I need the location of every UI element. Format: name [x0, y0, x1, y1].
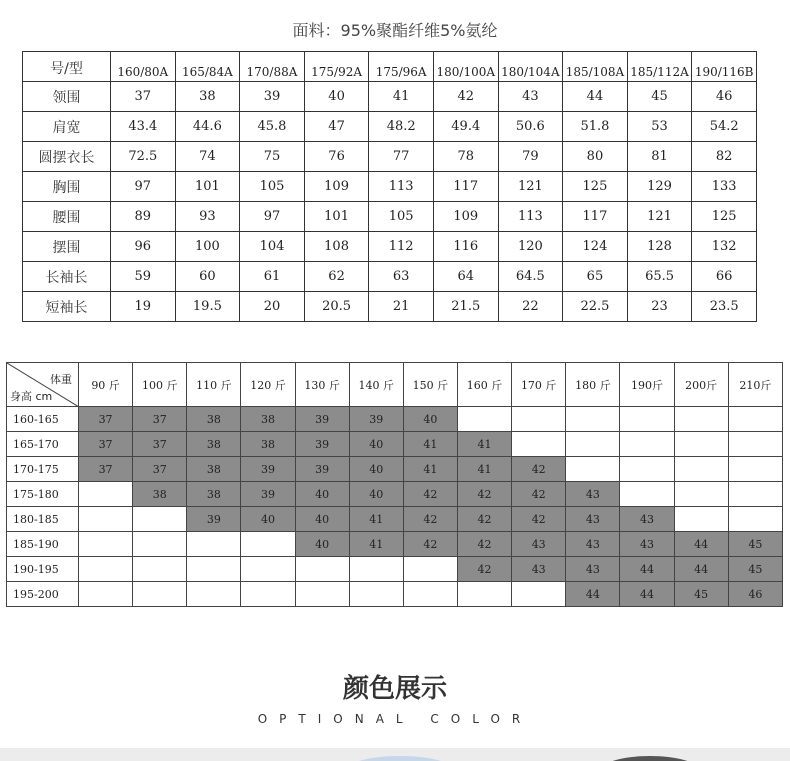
rec-empty-cell [674, 457, 728, 482]
rec-size-cell: 41 [457, 432, 511, 457]
size-value-cell: 47 [304, 112, 369, 142]
size-value-cell: 132 [692, 232, 757, 262]
rec-empty-cell [728, 407, 782, 432]
size-value-cell: 74 [175, 142, 240, 172]
size-value-cell: 93 [175, 202, 240, 232]
size-row [23, 232, 757, 262]
size-value-cell: 40 [304, 82, 369, 112]
rec-size-cell: 45 [728, 532, 782, 557]
rec-size-cell: 40 [349, 457, 403, 482]
rec-size-cell: 39 [241, 457, 295, 482]
rec-size-cell: 37 [79, 407, 133, 432]
rec-size-cell: 37 [79, 457, 133, 482]
rec-empty-cell [403, 557, 457, 582]
rec-empty-cell [349, 557, 403, 582]
rec-size-cell: 38 [187, 432, 241, 457]
size-value-cell: 64 [433, 262, 498, 292]
rec-size-cell: 44 [566, 582, 620, 607]
rec-size-cell: 42 [457, 532, 511, 557]
rec-size-cell: 43 [512, 557, 566, 582]
rec-empty-cell [187, 532, 241, 557]
size-row-label: 腰围 [23, 202, 111, 232]
weight-header-cell: 160 斤 [457, 363, 511, 407]
size-header-cell: 170/88A [240, 52, 305, 82]
rec-header-row [7, 363, 783, 407]
rec-row [7, 407, 783, 432]
weight-header-cell: 90 斤 [79, 363, 133, 407]
size-value-cell: 105 [369, 202, 434, 232]
size-value-cell: 21.5 [433, 292, 498, 322]
rec-empty-cell [241, 582, 295, 607]
size-value-cell: 51.8 [563, 112, 628, 142]
size-row [23, 112, 757, 142]
size-value-cell: 50.6 [498, 112, 563, 142]
rec-size-cell: 41 [403, 457, 457, 482]
size-value-cell: 82 [692, 142, 757, 172]
size-row [23, 172, 757, 202]
rec-row [7, 582, 783, 607]
size-row [23, 202, 757, 232]
weight-header-cell: 170 斤 [512, 363, 566, 407]
rec-empty-cell [79, 582, 133, 607]
rec-size-cell: 44 [620, 557, 674, 582]
size-value-cell: 45.8 [240, 112, 305, 142]
rec-empty-cell [79, 482, 133, 507]
rec-row [7, 457, 783, 482]
rec-size-cell: 41 [349, 532, 403, 557]
rec-empty-cell [620, 482, 674, 507]
rec-empty-cell [674, 407, 728, 432]
size-value-cell: 53 [627, 112, 692, 142]
weight-header-cell: 130 斤 [295, 363, 349, 407]
rec-empty-cell [674, 507, 728, 532]
size-value-cell: 20.5 [304, 292, 369, 322]
rec-size-cell: 37 [133, 432, 187, 457]
rec-size-cell: 39 [187, 507, 241, 532]
size-value-cell: 22 [498, 292, 563, 322]
size-value-cell: 46 [692, 82, 757, 112]
rec-size-cell: 42 [512, 457, 566, 482]
rec-empty-cell [349, 582, 403, 607]
size-value-cell: 125 [563, 172, 628, 202]
size-value-cell: 112 [369, 232, 434, 262]
rec-empty-cell [133, 532, 187, 557]
rec-size-cell: 38 [187, 457, 241, 482]
size-value-cell: 23 [627, 292, 692, 322]
size-header-cell: 185/108A [563, 52, 628, 82]
size-value-cell: 120 [498, 232, 563, 262]
weight-header-cell: 190斤 [620, 363, 674, 407]
size-value-cell: 121 [627, 202, 692, 232]
rec-corner-cell [7, 363, 79, 407]
rec-empty-cell [241, 532, 295, 557]
size-value-cell: 117 [433, 172, 498, 202]
rec-empty-cell [187, 557, 241, 582]
size-value-cell: 89 [111, 202, 176, 232]
size-value-cell: 48.2 [369, 112, 434, 142]
size-value-cell: 128 [627, 232, 692, 262]
rec-size-cell: 43 [512, 532, 566, 557]
size-value-cell: 19.5 [175, 292, 240, 322]
size-table [22, 51, 757, 322]
weight-header-cell: 210斤 [728, 363, 782, 407]
rec-size-cell: 43 [566, 557, 620, 582]
rec-empty-cell [566, 407, 620, 432]
size-value-cell: 97 [240, 202, 305, 232]
size-value-cell: 42 [433, 82, 498, 112]
weight-header-cell: 200斤 [674, 363, 728, 407]
size-value-cell: 39 [240, 82, 305, 112]
rec-size-cell: 42 [403, 482, 457, 507]
rec-empty-cell [403, 582, 457, 607]
rec-row [7, 482, 783, 507]
height-axis-label: 身高 cm [10, 390, 53, 403]
size-value-cell: 38 [175, 82, 240, 112]
size-value-cell: 109 [304, 172, 369, 202]
rec-empty-cell [620, 432, 674, 457]
rec-size-cell: 41 [403, 432, 457, 457]
rec-size-cell: 40 [349, 482, 403, 507]
rec-size-cell: 38 [187, 482, 241, 507]
rec-size-cell: 42 [457, 507, 511, 532]
rec-empty-cell [728, 457, 782, 482]
color-swatch-light [345, 756, 455, 761]
rec-empty-cell [79, 532, 133, 557]
rec-size-cell: 43 [566, 507, 620, 532]
rec-size-cell: 41 [457, 457, 511, 482]
size-header-cell: 190/116B [692, 52, 757, 82]
rec-size-cell: 37 [133, 457, 187, 482]
size-value-cell: 19 [111, 292, 176, 322]
size-row-label: 胸围 [23, 172, 111, 202]
size-value-cell: 21 [369, 292, 434, 322]
size-header-cell: 180/100A [433, 52, 498, 82]
rec-row [7, 532, 783, 557]
size-value-cell: 44.6 [175, 112, 240, 142]
rec-size-cell: 43 [566, 482, 620, 507]
size-value-cell: 37 [111, 82, 176, 112]
size-value-cell: 45 [627, 82, 692, 112]
size-row-label: 短袖长 [23, 292, 111, 322]
rec-size-cell: 44 [620, 582, 674, 607]
rec-empty-cell [620, 457, 674, 482]
size-value-cell: 23.5 [692, 292, 757, 322]
weight-header-cell: 100 斤 [133, 363, 187, 407]
rec-size-cell: 39 [295, 432, 349, 457]
size-value-cell: 105 [240, 172, 305, 202]
rec-empty-cell [295, 557, 349, 582]
size-value-cell: 80 [563, 142, 628, 172]
color-preview-strip [0, 748, 790, 761]
size-row [23, 142, 757, 172]
rec-size-cell: 37 [133, 407, 187, 432]
size-row-label: 肩宽 [23, 112, 111, 142]
rec-empty-cell [566, 432, 620, 457]
size-header-cell: 175/92A [304, 52, 369, 82]
rec-size-cell: 43 [566, 532, 620, 557]
size-value-cell: 43 [498, 82, 563, 112]
size-value-cell: 44 [563, 82, 628, 112]
size-value-cell: 59 [111, 262, 176, 292]
size-value-cell: 72.5 [111, 142, 176, 172]
height-label-cell: 180-185 [7, 507, 79, 532]
rec-size-cell: 43 [620, 507, 674, 532]
size-value-cell: 43.4 [111, 112, 176, 142]
size-value-cell: 104 [240, 232, 305, 262]
rec-empty-cell [133, 557, 187, 582]
size-value-cell: 101 [304, 202, 369, 232]
rec-size-cell: 42 [403, 507, 457, 532]
height-label-cell: 165-170 [7, 432, 79, 457]
rec-size-cell: 39 [349, 407, 403, 432]
size-header-cell: 185/112A [627, 52, 692, 82]
rec-row [7, 507, 783, 532]
size-row-label: 长袖长 [23, 262, 111, 292]
size-header-cell: 180/104A [498, 52, 563, 82]
size-value-cell: 109 [433, 202, 498, 232]
rec-empty-cell [457, 407, 511, 432]
rec-empty-cell [79, 557, 133, 582]
rec-size-cell: 38 [241, 407, 295, 432]
size-value-cell: 41 [369, 82, 434, 112]
rec-size-cell: 40 [241, 507, 295, 532]
rec-empty-cell [457, 582, 511, 607]
size-value-cell: 63 [369, 262, 434, 292]
size-value-cell: 116 [433, 232, 498, 262]
material-info: 面料：95%聚酯纤维5%氨纶 [292, 21, 498, 40]
rec-size-cell: 42 [512, 482, 566, 507]
size-corner-label: 号/型 [23, 52, 111, 82]
size-value-cell: 20 [240, 292, 305, 322]
rec-row [7, 557, 783, 582]
size-value-cell: 108 [304, 232, 369, 262]
weight-header-cell: 150 斤 [403, 363, 457, 407]
rec-empty-cell [728, 507, 782, 532]
height-label-cell: 195-200 [7, 582, 79, 607]
rec-size-cell: 39 [295, 407, 349, 432]
size-value-cell: 96 [111, 232, 176, 262]
size-row-label: 摆围 [23, 232, 111, 262]
size-row [23, 82, 757, 112]
rec-empty-cell [620, 407, 674, 432]
size-value-cell: 81 [627, 142, 692, 172]
rec-size-cell: 40 [403, 407, 457, 432]
size-value-cell: 117 [563, 202, 628, 232]
size-value-cell: 75 [240, 142, 305, 172]
height-label-cell: 170-175 [7, 457, 79, 482]
rec-size-cell: 41 [349, 507, 403, 532]
size-value-cell: 101 [175, 172, 240, 202]
size-value-cell: 65 [563, 262, 628, 292]
size-value-cell: 124 [563, 232, 628, 262]
rec-empty-cell [187, 582, 241, 607]
size-value-cell: 100 [175, 232, 240, 262]
rec-size-cell: 38 [241, 432, 295, 457]
rec-size-cell: 45 [728, 557, 782, 582]
rec-empty-cell [674, 482, 728, 507]
rec-empty-cell [133, 582, 187, 607]
size-value-cell: 22.5 [563, 292, 628, 322]
rec-size-cell: 38 [133, 482, 187, 507]
rec-size-cell: 45 [674, 582, 728, 607]
rec-size-cell: 40 [349, 432, 403, 457]
size-header-row [23, 52, 757, 82]
size-row [23, 262, 757, 292]
rec-empty-cell [133, 507, 187, 532]
size-header-cell: 165/84A [175, 52, 240, 82]
size-recommendation-table [6, 362, 783, 607]
weight-header-cell: 140 斤 [349, 363, 403, 407]
size-value-cell: 79 [498, 142, 563, 172]
rec-size-cell: 38 [187, 407, 241, 432]
color-section-title: 颜色展示 [342, 674, 447, 704]
rec-size-cell: 43 [620, 532, 674, 557]
height-label-cell: 190-195 [7, 557, 79, 582]
color-section-subtitle: OPTIONAL COLOR [257, 712, 533, 726]
height-label-cell: 175-180 [7, 482, 79, 507]
rec-size-cell: 42 [457, 557, 511, 582]
size-value-cell: 49.4 [433, 112, 498, 142]
size-value-cell: 113 [369, 172, 434, 202]
rec-size-cell: 40 [295, 532, 349, 557]
rec-empty-cell [295, 582, 349, 607]
size-value-cell: 65.5 [627, 262, 692, 292]
rec-row [7, 432, 783, 457]
size-value-cell: 125 [692, 202, 757, 232]
size-value-cell: 121 [498, 172, 563, 202]
size-value-cell: 54.2 [692, 112, 757, 142]
rec-empty-cell [79, 507, 133, 532]
size-value-cell: 97 [111, 172, 176, 202]
rec-empty-cell [728, 482, 782, 507]
weight-header-cell: 180 斤 [566, 363, 620, 407]
size-value-cell: 64.5 [498, 262, 563, 292]
rec-size-cell: 42 [403, 532, 457, 557]
size-value-cell: 62 [304, 262, 369, 292]
size-value-cell: 129 [627, 172, 692, 202]
rec-size-cell: 40 [295, 507, 349, 532]
rec-size-cell: 42 [512, 507, 566, 532]
rec-size-cell: 46 [728, 582, 782, 607]
height-label-cell: 160-165 [7, 407, 79, 432]
size-value-cell: 61 [240, 262, 305, 292]
rec-empty-cell [512, 432, 566, 457]
size-header-cell: 175/96A [369, 52, 434, 82]
size-value-cell: 77 [369, 142, 434, 172]
size-row-label: 圆摆衣长 [23, 142, 111, 172]
weight-axis-label: 体重 [50, 373, 72, 386]
height-label-cell: 185-190 [7, 532, 79, 557]
size-value-cell: 133 [692, 172, 757, 202]
rec-size-cell: 37 [79, 432, 133, 457]
color-swatch-dark [600, 756, 700, 761]
size-header-cell: 160/80A [111, 52, 176, 82]
size-value-cell: 78 [433, 142, 498, 172]
size-row [23, 292, 757, 322]
rec-empty-cell [241, 557, 295, 582]
rec-size-cell: 44 [674, 532, 728, 557]
rec-size-cell: 42 [457, 482, 511, 507]
rec-empty-cell [728, 432, 782, 457]
weight-header-cell: 110 斤 [187, 363, 241, 407]
size-value-cell: 66 [692, 262, 757, 292]
size-value-cell: 60 [175, 262, 240, 292]
size-value-cell: 76 [304, 142, 369, 172]
rec-empty-cell [512, 582, 566, 607]
rec-size-cell: 39 [241, 482, 295, 507]
rec-empty-cell [674, 432, 728, 457]
rec-empty-cell [566, 457, 620, 482]
size-value-cell: 113 [498, 202, 563, 232]
rec-size-cell: 44 [674, 557, 728, 582]
rec-size-cell: 39 [295, 457, 349, 482]
rec-empty-cell [512, 407, 566, 432]
size-row-label: 领围 [23, 82, 111, 112]
rec-size-cell: 40 [295, 482, 349, 507]
weight-header-cell: 120 斤 [241, 363, 295, 407]
